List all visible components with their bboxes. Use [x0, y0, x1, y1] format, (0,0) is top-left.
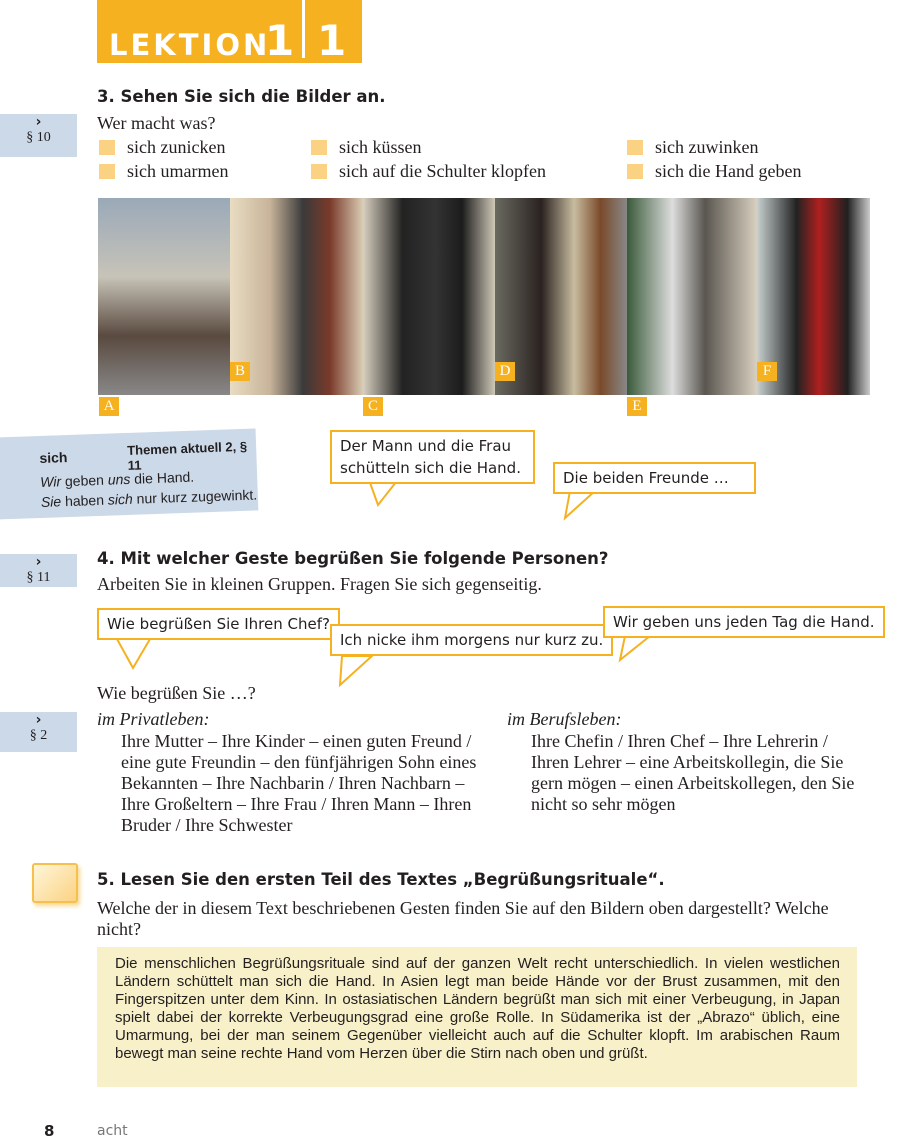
option[interactable]	[99, 137, 225, 158]
photo-label: D	[495, 362, 515, 381]
grammar-ref-tab[interactable]	[0, 114, 77, 157]
option-label: sich die Hand geben	[655, 161, 802, 181]
photo-label: A	[99, 397, 119, 416]
photo-c	[363, 198, 495, 395]
exercise-3-prompt: Wer macht was?	[97, 113, 216, 133]
lesson-number: 1	[265, 16, 295, 65]
checkbox[interactable]	[311, 140, 327, 155]
checkbox[interactable]	[99, 140, 115, 155]
checkbox[interactable]	[311, 164, 327, 179]
book-icon	[32, 863, 78, 903]
option-label: sich auf die Schulter klopfen	[339, 161, 546, 181]
speech-bubble: Ich nicke ihm morgens nur kurz zu.	[330, 624, 613, 656]
reading-text: Die menschlichen Begrüßungsrituale sind auf der ganzen Welt recht unterschiedlich. In vielen westlichen Ländern schüttelt man sich die Hand. In Asien legt man beide Hände vor der Brust zusammen, mit den Fingerspitzen unter dem Kinn. In ostasiatischen Ländern begrüßt man sich mit einer Verbeugung, in Japan spielt dabei der korrekte Verbeugungsgrad eine große Rolle. In Südamerika ist der „Abrazo“ üblich, eine Umarmung, bei der man seinem Gegenüber vielleicht auch auf die Schulter klopft. Im arabischen Raum bewegt man seine rechte Hand vom Herzen über die Stirn nach oben und grüßt.	[115, 955, 840, 1062]
work-label: im Berufsleben:	[507, 709, 622, 729]
exercise-3-title: 3. Sehen Sie sich die Bilder an.	[97, 87, 386, 106]
page-number: 8	[44, 1122, 55, 1140]
work-list: Ihre Chefin / Ihren Chef – Ihre Lehrerin / Ihren Lehrer – eine Arbeitskollegin, die Sie gern mögen – einen Arbeitskollegen, den Sie nicht so sehr mögen	[531, 731, 855, 814]
grammar-example: Wir geben uns die Hand.	[39, 468, 195, 490]
speech-bubble: Wir geben uns jeden Tag die Hand.	[603, 606, 885, 638]
option[interactable]	[627, 137, 758, 158]
question: Wie begrüßen Sie …?	[97, 683, 256, 703]
lesson-label: LEKTION	[109, 28, 271, 62]
option[interactable]	[627, 161, 801, 182]
exercise-5-prompt: Welche der in diesem Text beschriebenen Gesten finden Sie auf den Bildern oben dargestellt? Welche nicht?	[97, 898, 829, 939]
lesson-header	[97, 0, 362, 63]
private-label: im Privatleben:	[97, 709, 210, 729]
photo-e	[627, 198, 757, 395]
option[interactable]	[99, 161, 228, 182]
photo-a	[98, 198, 230, 395]
grammar-title: sich	[39, 449, 68, 467]
checkbox[interactable]	[627, 164, 643, 179]
divider	[302, 0, 305, 58]
photo-label: F	[757, 362, 777, 381]
page-number-word: acht	[97, 1123, 128, 1139]
option[interactable]	[311, 161, 546, 182]
reading-text-box	[97, 947, 857, 1087]
grammar-example: Sie haben sich nur kurz zugewinkt.	[40, 486, 258, 510]
grammar-ref-tab[interactable]	[0, 554, 77, 587]
ref-label: § 2	[29, 728, 48, 743]
chevron-right-icon: ›	[35, 712, 42, 728]
checkbox[interactable]	[627, 140, 643, 155]
chevron-right-icon: ›	[35, 114, 42, 130]
section-number: 1	[317, 16, 347, 65]
exercise-5-title: 5. Lesen Sie den ersten Teil des Textes „Begrüßungsrituale“.	[97, 870, 665, 889]
option-label: sich zunicken	[127, 137, 226, 157]
exercise-4-prompt: Arbeiten Sie in kleinen Gruppen. Fragen Sie sich gegenseitig.	[97, 574, 542, 594]
chevron-right-icon: ›	[35, 554, 42, 570]
photo-label: E	[627, 397, 647, 416]
option-label: sich zuwinken	[655, 137, 759, 157]
ref-label: § 10	[26, 130, 51, 145]
checkbox[interactable]	[99, 164, 115, 179]
private-list: Ihre Mutter – Ihre Kinder – einen guten Freund / eine gute Freundin – den fünfjährigen Sohn eines Bekannten – Ihre Nachbarin / Ihren Nachbarn – Ihre Großeltern – Ihre Frau / Ihren Mann – Ihren Bruder / Ihre Schwester	[121, 731, 477, 835]
ref-label: § 11	[26, 570, 51, 585]
option-label: sich umarmen	[127, 161, 229, 181]
option-label: sich küssen	[339, 137, 422, 157]
option[interactable]	[311, 137, 422, 158]
grammar-ref-tab[interactable]	[0, 712, 77, 752]
speech-bubble: Die beiden Freunde …	[553, 462, 756, 494]
speech-bubble: Der Mann und die Frau schütteln sich die Hand.	[330, 430, 535, 484]
speech-bubble: Wie begrüßen Sie Ihren Chef?	[97, 608, 340, 640]
grammar-ref: Themen aktuell 2, § 11	[126, 438, 248, 473]
exercise-4-title: 4. Mit welcher Geste begrüßen Sie folgende Personen?	[97, 549, 609, 568]
photo-label: B	[230, 362, 250, 381]
grammar-box	[0, 428, 258, 519]
photo-label: C	[363, 397, 383, 416]
